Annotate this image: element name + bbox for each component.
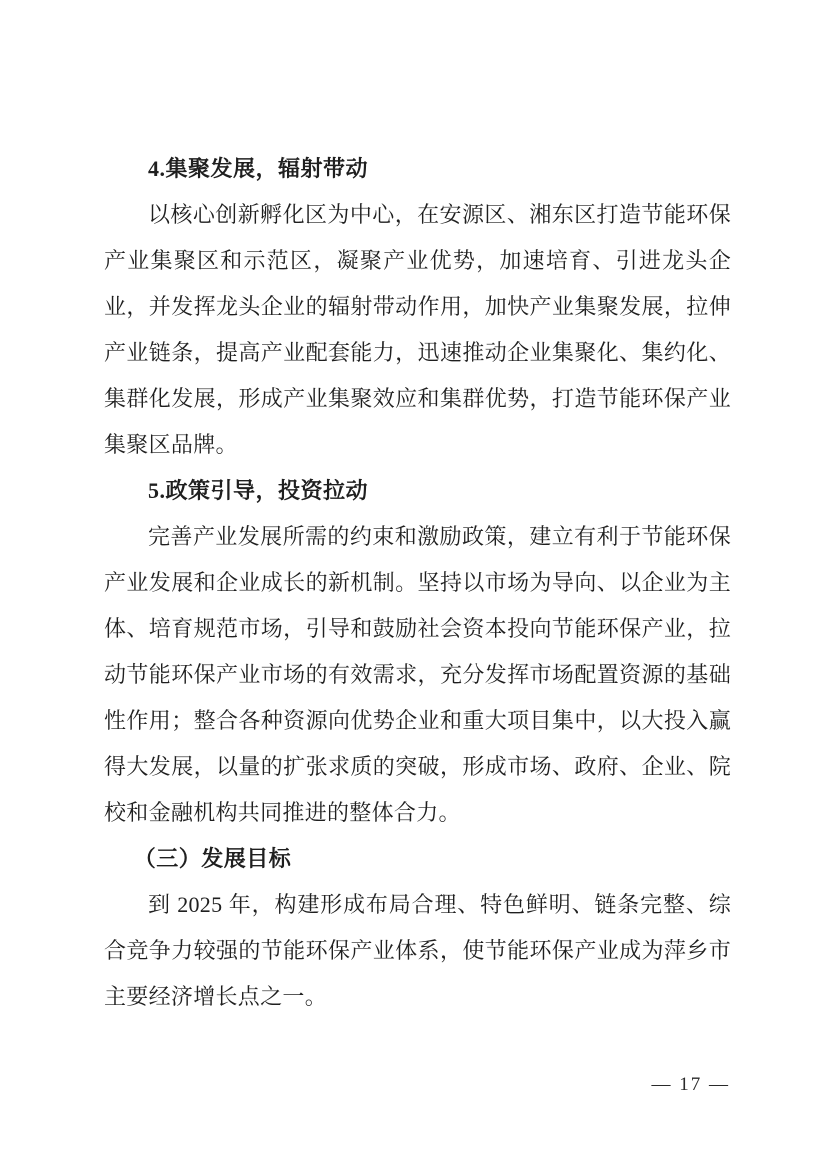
page-footer <box>652 1073 731 1097</box>
page-number: — 17 — <box>651 1074 730 1095</box>
paragraph-section-5: 完善产业发展所需的约束和激励政策，建立有利于节能环保产业发展和企业成长的新机制。坚持以市场为导向、以企业为主体、培育规范市场，引导和鼓励社会资本投向节能环保产业，拉动节能环保产业市场的有效需求，充分发挥市场配置资源的基础性作用；整合各种资源向优势企业和重大项目集中，以大投入赢得大发展，以量的扩张求质的突破，形成市场、政府、企业、院校和金融机构共同推进的整体合力。 <box>104 524 731 825</box>
document-text-block <box>104 146 731 1020</box>
section-heading-goals: （三）发展目标 <box>133 846 292 871</box>
section-heading-4: 4.集聚发展，辐射带动 <box>148 156 369 181</box>
section-heading-5: 5.政策引导，投资拉动 <box>148 478 369 503</box>
paragraph-goals: 到 2025 年，构建形成布局合理、特色鲜明、链条完整、综合竞争力较强的节能环保产业体系，使节能环保产业成为萍乡市主要经济增长点之一。 <box>104 892 731 1009</box>
paragraph-section-4: 以核心创新孵化区为中心，在安源区、湘东区打造节能环保产业集聚区和示范区，凝聚产业优势，加速培育、引进龙头企业，并发挥龙头企业的辐射带动作用，加快产业集聚发展，拉伸产业链条，提高产业配套能力，迅速推动企业集聚化、集约化、集群化发展，形成产业集聚效应和集群优势，打造节能环保产业集聚区品牌。 <box>104 202 731 457</box>
